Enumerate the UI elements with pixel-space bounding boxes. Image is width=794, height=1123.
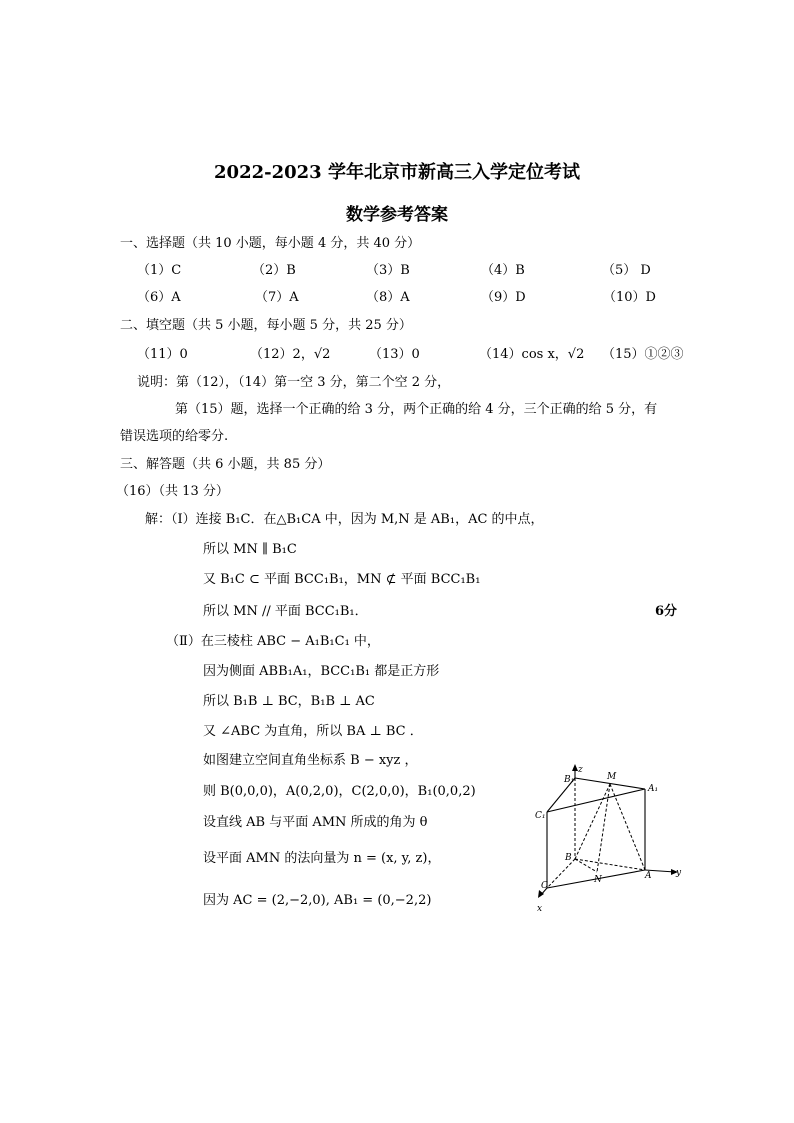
answer-1: （1）C bbox=[137, 263, 182, 278]
answer-2: （2）B bbox=[252, 263, 296, 278]
part1-score: 6分 bbox=[655, 604, 678, 619]
answer-15: （15）①②③ bbox=[602, 347, 684, 362]
label-A1: A₁ bbox=[648, 784, 659, 794]
part2-line-5: 如图建立空间直角坐标系 B − xyz ， bbox=[203, 753, 418, 768]
question-16-header: （16）（共 13 分） bbox=[116, 484, 229, 499]
part1-line-4: 所以 MN // 平面 BCC₁B₁． bbox=[203, 604, 368, 619]
label-A: A bbox=[645, 871, 652, 881]
label-N: N bbox=[594, 875, 602, 885]
answer-12: （12）2，√2 bbox=[250, 347, 331, 362]
answer-13: （13）0 bbox=[369, 347, 420, 362]
answer-10: （10）D bbox=[603, 290, 656, 305]
answer-9: （9）D bbox=[481, 290, 526, 305]
label-M: M bbox=[607, 772, 617, 782]
label-C1: C₁ bbox=[535, 811, 546, 821]
part2-line-4: 又 ∠ABC 为直角，所以 BA ⊥ BC ． bbox=[203, 724, 423, 739]
part2-line-7: 设直线 AB 与平面 AMN 所成的角为 θ bbox=[203, 815, 428, 830]
page-subtitle: 数学参考答案 bbox=[346, 205, 448, 225]
prism-figure bbox=[525, 762, 695, 922]
part2-line-2: 因为侧面 ABB₁A₁，BCC₁B₁ 都是正方形 bbox=[203, 664, 440, 679]
note-line-2: 第（15）题，选择一个正确的给 3 分，两个正确的给 4 分，三个正确的给 5 分，有 bbox=[175, 402, 658, 417]
part2-line-6: 则 B(0,0,0)，A(0,2,0)，C(2,0,0)，B₁(0,0,2) bbox=[203, 784, 476, 799]
section1-heading: 一、选择题（共 10 小题，每小题 4 分，共 40 分） bbox=[120, 236, 421, 251]
answer-11: （11）0 bbox=[137, 347, 188, 362]
answer-8: （8）A bbox=[366, 290, 410, 305]
answer-14: （14）cos x，√2 bbox=[479, 347, 585, 362]
page-title: 2022-2023 学年北京市新高三入学定位考试 bbox=[214, 162, 580, 183]
answer-3: （3）B bbox=[366, 263, 410, 278]
answer-5: （5） D bbox=[602, 263, 651, 278]
part1-line-3: 又 B₁C ⊂ 平面 BCC₁B₁，MN ⊄ 平面 BCC₁B₁ bbox=[203, 572, 481, 587]
part2-line-3: 所以 B₁B ⊥ BC，B₁B ⊥ AC bbox=[203, 694, 375, 709]
part1-line-2: 所以 MN ∥ B₁C bbox=[203, 542, 297, 557]
answer-7: （7）A bbox=[255, 290, 299, 305]
part2-line-9: 因为 AC = (2,−2,0), AB₁ = (0,−2,2) bbox=[203, 893, 432, 908]
section3-heading: 三、解答题（共 6 小题，共 85 分） bbox=[120, 457, 331, 472]
answer-6: （6）A bbox=[137, 290, 181, 305]
note-line-1: 说明：第（12），（14）第一空 3 分，第二个空 2 分， bbox=[137, 375, 451, 390]
section2-heading: 二、填空题（共 5 小题，每小题 5 分，共 25 分） bbox=[120, 318, 412, 333]
label-B: B bbox=[565, 853, 572, 863]
part1-line-1: 解：（Ⅰ）连接 B₁C．在△B₁CA 中，因为 M,N 是 AB₁，AC 的中点， bbox=[145, 512, 544, 527]
part2-line-1: （Ⅱ）在三棱柱 ABC − A₁B₁C₁ 中， bbox=[166, 634, 380, 649]
part2-line-8: 设平面 AMN 的法向量为 n = (x, y, z)， bbox=[203, 851, 441, 866]
label-x: x bbox=[537, 904, 543, 914]
label-C: C bbox=[541, 881, 548, 891]
label-z: z bbox=[578, 765, 583, 775]
label-y: y bbox=[676, 868, 682, 878]
label-B1: B₁ bbox=[564, 775, 575, 785]
note-line-3: 错误选项的给零分. bbox=[120, 429, 229, 444]
answer-4: （4）B bbox=[481, 263, 525, 278]
